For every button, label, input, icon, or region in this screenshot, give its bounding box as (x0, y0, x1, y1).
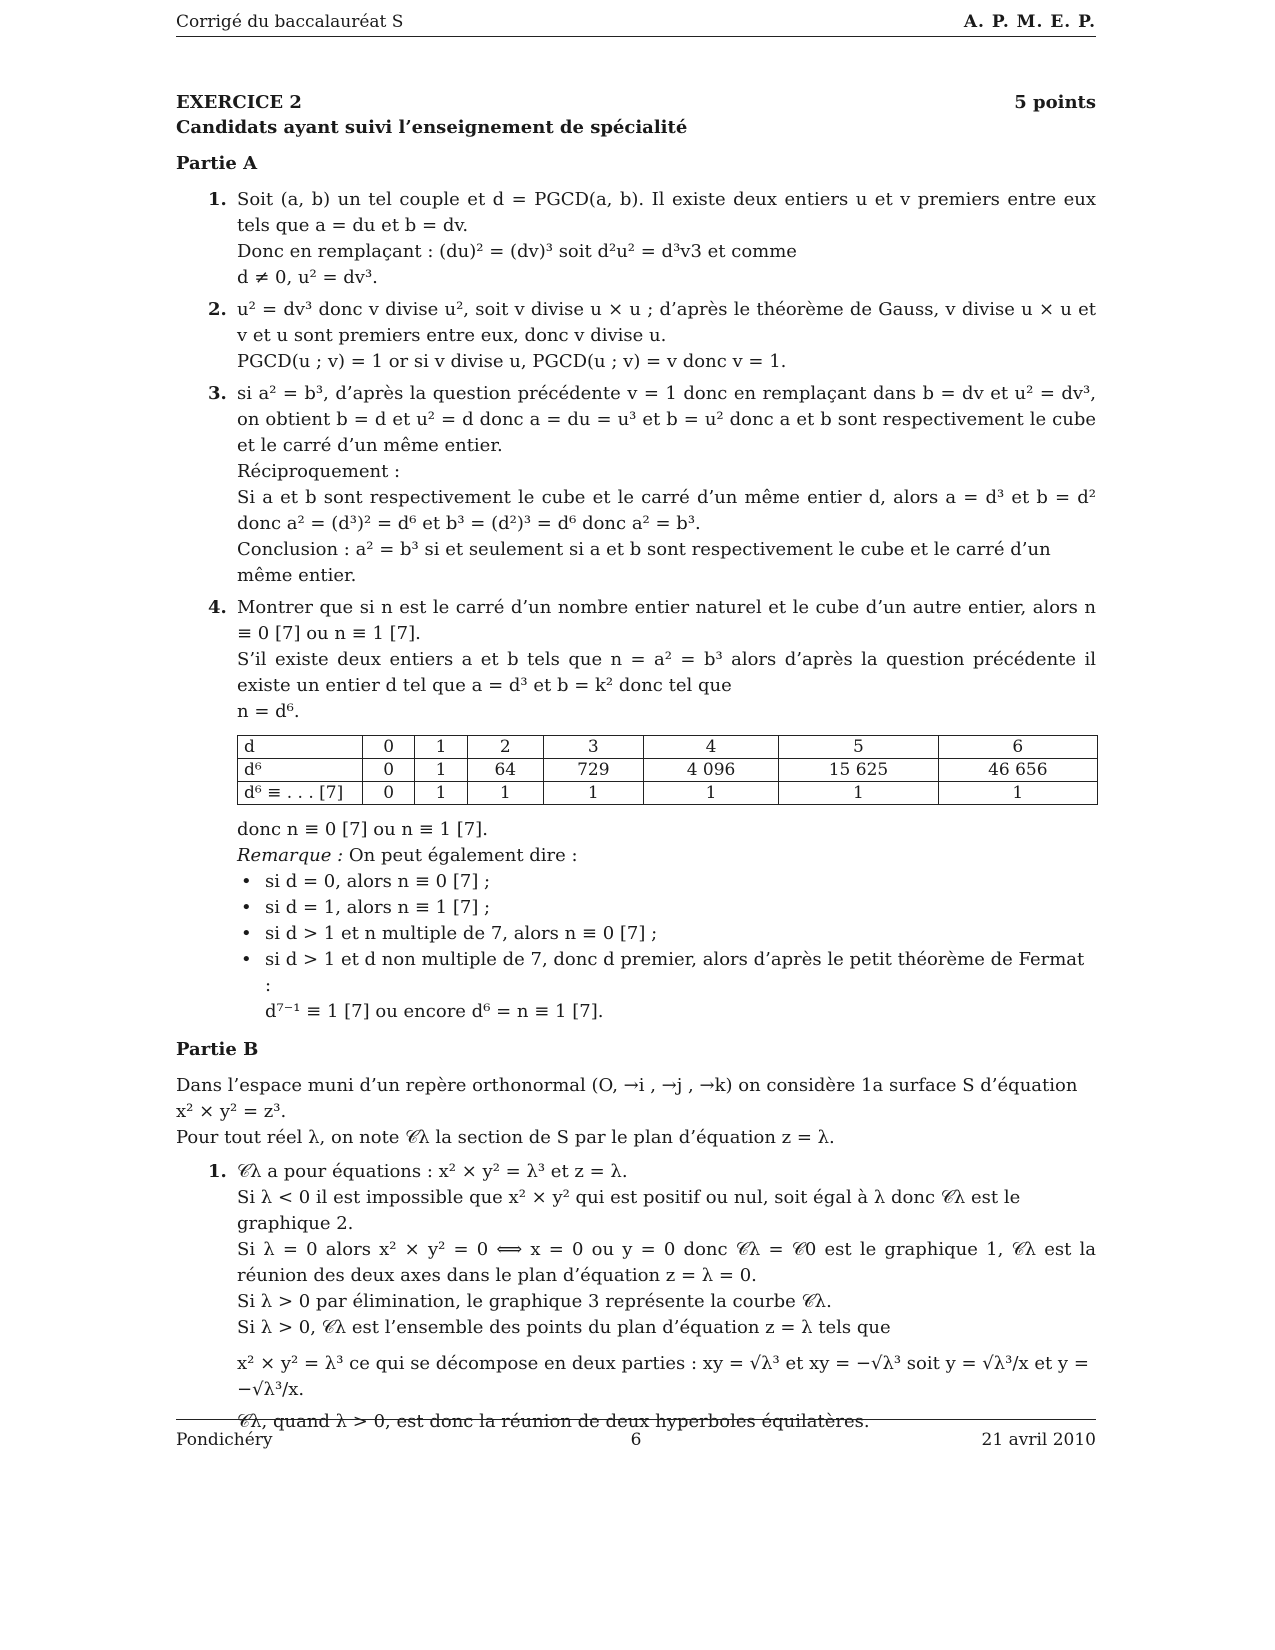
remark (237, 843, 1096, 869)
table-cell: 15 625 (779, 759, 938, 782)
part-b-question-1: 1. 𝒞λ a pour équations : x² × y² = λ³ et z = λ. Si λ < 0 il est impossible que x² × y² qui est positif ou nul, soit égal à λ donc 𝒞λ est le graphique 2. Si λ = 0 alors x² × y² = 0 ⟺ x = 0 ou y = 0 donc 𝒞λ = 𝒞0 est le graphique 1, 𝒞λ est la réunion des deux axes dans le plan d’équation z = λ = 0. Si λ > 0 par élimination, le graphique 3 représente la courbe 𝒞λ. Si λ > 0, 𝒞λ est l’ensemble des points du plan d’équation z = λ tels que x² × y² = λ³ ce qui se décompose en deux parties : xy = √λ³ et xy = −√λ³ soit y = √λ³/x et y = −√λ³/x. 𝒞λ, quand λ > 0, est donc la réunion de deux hyperboles équilatères. (176, 1159, 1096, 1435)
intro-line: Pour tout réel λ, on note 𝒞λ la section de S par le plan d’équation z = λ. (176, 1127, 835, 1148)
q3-line: Réciproquement : (237, 461, 401, 482)
table-cell: 1 (779, 782, 938, 805)
question-4: 4. Montrer que si n est le carré d’un nombre entier naturel et le cube d’un autre entier, alors n ≡ 0 [7] ou n ≡ 1 [7]. S’il existe deux entiers a et b tels que n = a² = b³ alors d’après la question précédente il existe un entier d tel que a = d³ et b = k² donc tel que n = d⁶. d 0 1 2 3 4 5 6 d⁶ 0 1 64 729 4 096 15 625 46 656 d⁶ ≡ . . . [7] 0 1 1 1 1 1 1 donc n ≡ 0 [7] ou n ≡ 1 [7]. Remarque : On peut également dire : • si d = 0, alors n ≡ 0 [7] ; • si d = 1, alors n ≡ 1 [7] ; • si d > 1 et n multiple de 7, alors n ≡ 0 [7] ; • si d > 1 et d non multiple de 7, donc d premier, alors d’après le petit théorème de Fermat : d⁷⁻¹ ≡ 1 [7] ou encore d⁶ = n ≡ 1 [7]. (176, 595, 1096, 1025)
q1-line: d ≠ 0, u² = dv³. (237, 267, 378, 288)
table-cell: 0 (363, 759, 415, 782)
b-q1-line: x² × y² = λ³ ce qui se décompose en deux parties : xy = √λ³ et xy = −√λ³ soit y = √λ³/x et y = −√λ³/x. (237, 1353, 1089, 1400)
page-number: 6 (630, 1430, 642, 1450)
table-row (238, 759, 1098, 782)
b-q1-line: Si λ > 0, 𝒞λ est l’ensemble des points du plan d’équation z = λ tels que (237, 1317, 891, 1338)
footer-date: 21 avril 2010 (981, 1430, 1096, 1450)
table-cell: 0 (363, 782, 415, 805)
header-right: A. P. M. E. P. (963, 12, 1096, 32)
table-cell: 4 096 (643, 759, 779, 782)
bullet-line: d⁷⁻¹ ≡ 1 [7] ou encore d⁶ = n ≡ 1 [7]. (265, 1001, 604, 1022)
exercise-subtitle: Candidats ayant suivi l’enseignement de spécialité (176, 117, 688, 138)
q1-line: Donc en remplaçant : (du)² = (dv)³ soit d²u² = d³v3 et comme (237, 241, 797, 262)
table-cell: 1 (467, 782, 543, 805)
table-cell: 46 656 (938, 759, 1097, 782)
exercise-title: EXERCICE 2 (176, 92, 302, 113)
remark-list (237, 869, 1096, 1025)
part-b-intro (176, 1073, 1096, 1151)
question-3: 3. si a² = b³, d’après la question précédente v = 1 donc en remplaçant dans b = dv et u² = dv³, on obtient b = d et u² = d donc a = du = u³ et b = u² donc a et b sont respectivement le cube et le carré d’un même entier. Réciproquement : Si a et b sont respectivement le cube et le carré d’un même entier d, alors a = d³ et b = d² donc a² = (d³)² = d⁶ et b³ = (d²)³ = d⁶ donc a² = b³. Conclusion : a² = b³ si et seulement si a et b sont respectivement le cube et le carré d’un même entier. (176, 381, 1096, 589)
table-row (238, 736, 1098, 759)
exercise-heading (176, 91, 1096, 115)
table-cell: 1 (415, 782, 467, 805)
list-item: • si d = 0, alors n ≡ 0 [7] ; (237, 869, 1096, 895)
table-cell: 64 (467, 759, 543, 782)
table-cell: d (238, 736, 363, 759)
intro-line: x² × y² = z³. (176, 1101, 287, 1122)
table-cell: d⁶ ≡ . . . [7] (238, 782, 363, 805)
table-cell: 1 (415, 736, 467, 759)
question-1: 1. Soit (a, b) un tel couple et d = PGCD(a, b). Il existe deux entiers u et v premiers entre eux tels que a = du et b = dv. Donc en remplaçant : (du)² = (dv)³ soit d²u² = d³v3 et comme d ≠ 0, u² = dv³. (176, 187, 1096, 291)
table-cell: 5 (779, 736, 938, 759)
table-cell: 2 (467, 736, 543, 759)
table-cell: 4 (643, 736, 779, 759)
list-item: • si d = 1, alors n ≡ 1 [7] ; (237, 895, 1096, 921)
q3-line: Conclusion : a² = b³ si et seulement si a et b sont respectivement le cube et le carré d’un même entier. (237, 539, 1051, 586)
q3-line: si a² = b³, d’après la question précédente v = 1 donc en remplaçant dans b = dv et u² = dv³, on obtient b = d et u² = d donc a = du = u³ et b = u² donc a et b sont respectivement le cube et le carré d’un même entier. (237, 383, 1096, 456)
q2-line: u² = dv³ donc v divise u², soit v divise u × u ; d’après le théorème de Gauss, v divise u × u et v et u sont premiers entre eux, donc v divise u. (237, 299, 1096, 346)
q4-line: n = d⁶. (237, 701, 300, 722)
b-q1-line: 𝒞λ a pour équations : x² × y² = λ³ et z = λ. (237, 1161, 628, 1182)
b-q1-line: Si λ > 0 par élimination, le graphique 3 représente la courbe 𝒞λ. (237, 1291, 832, 1312)
remark-text: On peut également dire : (343, 845, 578, 866)
intro-line: Dans l’espace muni d’un repère orthonormal (O, →i , →j , →k) on considère 1a surface S d’équation (176, 1075, 1078, 1096)
page-footer (176, 1419, 1096, 1460)
q4-line: Montrer que si n est le carré d’un nombre entier naturel et le cube d’un autre entier, alors n ≡ 0 [7] ou n ≡ 1 [7]. (237, 597, 1096, 644)
table-cell: d⁶ (238, 759, 363, 782)
b-q1-line: 𝒞λ, quand λ > 0, est donc la réunion de deux hyperboles équilatères. (237, 1411, 870, 1432)
bullet-line: • si d > 1 et d non multiple de 7, donc d premier, alors d’après le petit théorème de Fermat : (265, 949, 1085, 996)
part-b-title: Partie B (176, 1039, 259, 1060)
after-table-text: donc n ≡ 0 [7] ou n ≡ 1 [7]. (237, 819, 488, 840)
q1-line: Soit (a, b) un tel couple et d = PGCD(a, b). Il existe deux entiers u et v premiers entre eux tels que a = du et b = dv. (237, 189, 1096, 236)
table-cell: 1 (543, 782, 643, 805)
list-item (237, 947, 1096, 1025)
table-cell: 0 (363, 736, 415, 759)
b-q1-line: Si λ = 0 alors x² × y² = 0 ⟺ x = 0 ou y = 0 donc 𝒞λ = 𝒞0 est le graphique 1, 𝒞λ est la réunion des deux axes dans le plan d’équation z = λ = 0. (237, 1239, 1096, 1286)
remark-label: Remarque : (237, 845, 344, 866)
list-item: • si d > 1 et n multiple de 7, alors n ≡ 0 [7] ; (237, 921, 1096, 947)
b-q1-line: Si λ < 0 il est impossible que x² × y² qui est positif ou nul, soit égal à λ donc 𝒞λ est le graphique 2. (237, 1187, 1021, 1234)
question-2: 2. u² = dv³ donc v divise u², soit v divise u × u ; d’après le théorème de Gauss, v divise u × u et v et u sont premiers entre eux, donc v divise u. PGCD(u ; v) = 1 or si v divise u, PGCD(u ; v) = v donc v = 1. (176, 297, 1096, 375)
table-cell: 1 (643, 782, 779, 805)
exercise-points: 5 points (1014, 92, 1096, 113)
table-cell: 6 (938, 736, 1097, 759)
table-row (238, 782, 1098, 805)
header-left: Corrigé du baccalauréat S (176, 12, 404, 32)
q2-line: PGCD(u ; v) = 1 or si v divise u, PGCD(u ; v) = v donc v = 1. (237, 351, 787, 372)
page-content (176, 91, 1096, 1441)
table-cell: 3 (543, 736, 643, 759)
table-cell: 1 (415, 759, 467, 782)
residue-table (237, 735, 1098, 805)
table-cell: 729 (543, 759, 643, 782)
table-cell: 1 (938, 782, 1097, 805)
part-a-title: Partie A (176, 153, 258, 174)
page-header (176, 12, 1096, 37)
q3-line: Si a et b sont respectivement le cube et le carré d’un même entier d, alors a = d³ et b = d² donc a² = (d³)² = d⁶ et b³ = (d²)³ = d⁶ donc a² = b³. (237, 487, 1096, 534)
q4-line: S’il existe deux entiers a et b tels que n = a² = b³ alors d’après la question précédente il existe un entier d tel que a = d³ et b = k² donc tel que (237, 649, 1096, 696)
footer-left: Pondichéry (176, 1430, 273, 1450)
